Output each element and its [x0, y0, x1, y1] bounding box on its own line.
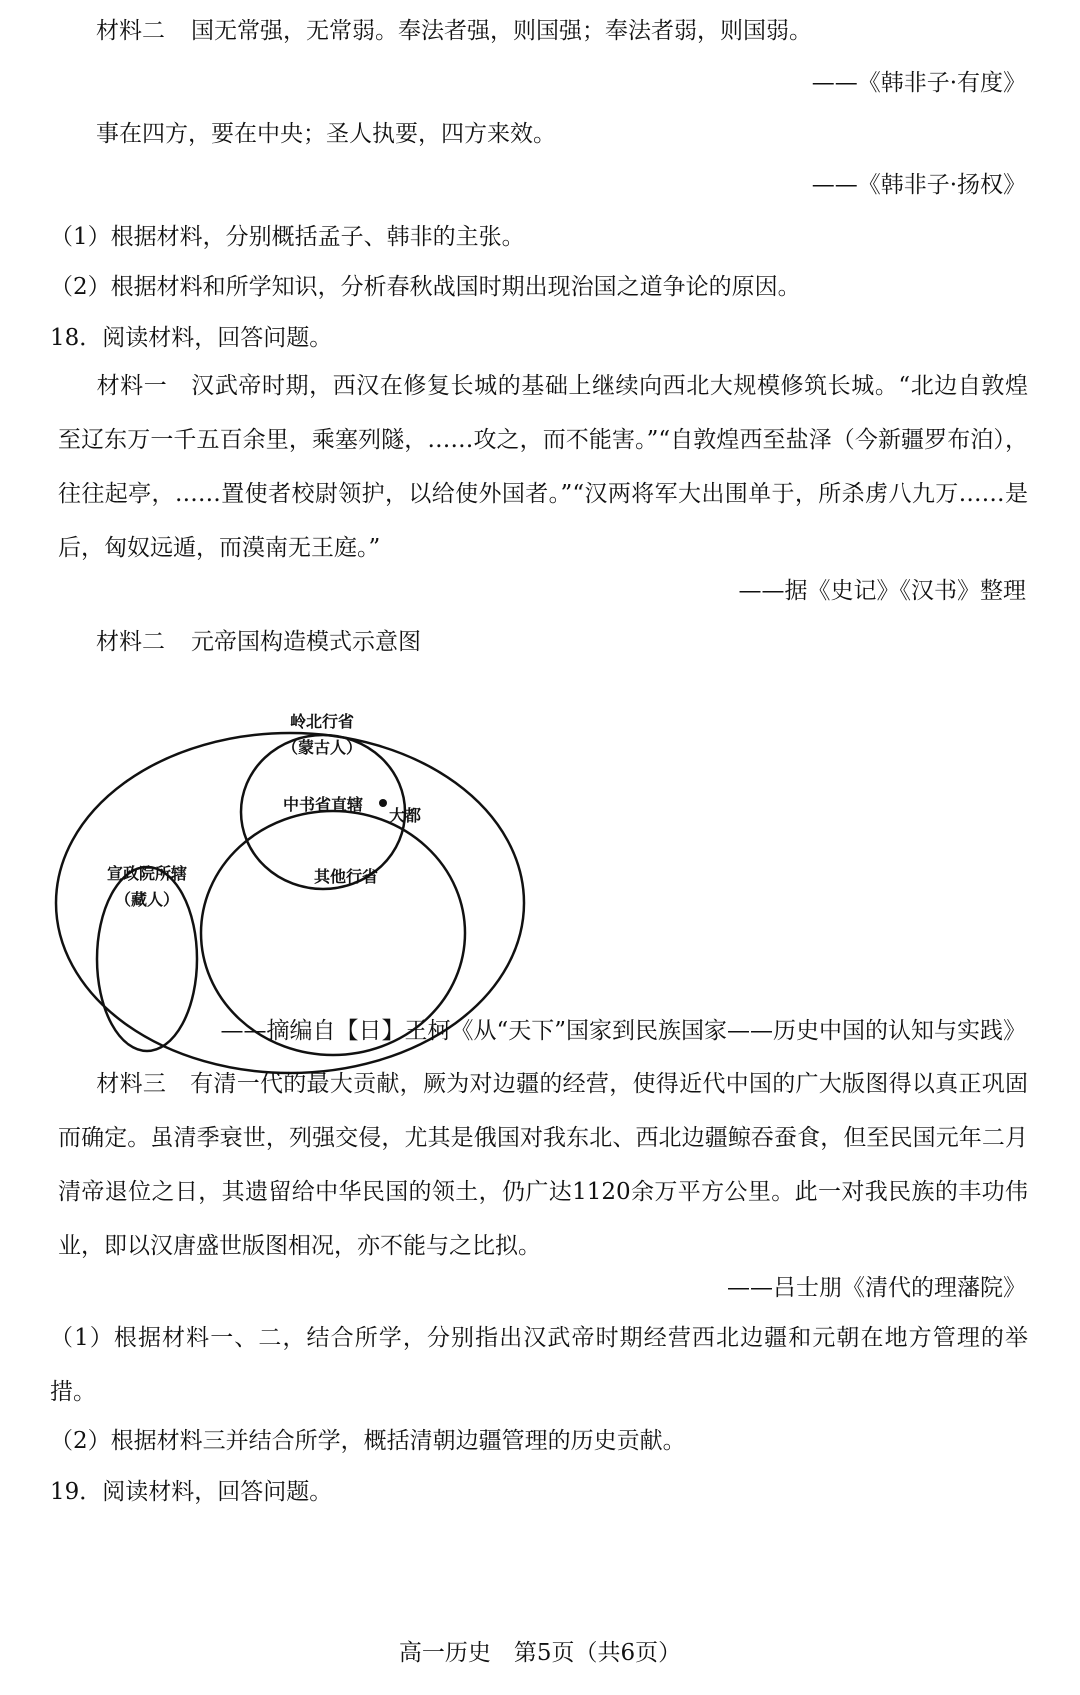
label-central-secretariat: 中书省直辖	[282, 795, 364, 814]
material-label: 材料三	[96, 1071, 167, 1097]
label-tibetans: （藏人）	[114, 890, 180, 909]
q18-material1	[58, 359, 1028, 575]
source-wangke: ——摘编自【日】王柯《从“天下”国家到民族国家——历史中国的认知与实践》	[220, 1018, 1026, 1044]
material-text: 汉武帝时期，西汉在修复长城的基础上继续向西北大规模修筑长城。“北边自敦煌至辽东万一千五百余里，乘塞列隧，……攻之，而不能害。”“自敦煌西至盐泽（今新疆罗布泊），往往起亭，……置使者校尉领护，以给使外国者。”“汉两将军大出围单于，所杀虏八九万……是后，匈奴远遁，而漠南无王庭。”	[58, 373, 1028, 561]
label-mongols: （蒙古人）	[281, 738, 363, 757]
source-shiji-hanshu: ——据《史记》《汉书》整理	[738, 578, 1026, 604]
q19-heading: 19．阅读材料，回答问题。	[50, 1479, 333, 1505]
material2-text-2: 事在四方，要在中央；圣人执要，四方来效。	[96, 121, 556, 147]
q18-material3	[58, 1057, 1028, 1273]
source-youdu: ——《韩非子·有度》	[811, 70, 1026, 96]
material-label: 材料二	[96, 629, 165, 655]
material2-text-1	[96, 16, 812, 46]
source-yangquan: ——《韩非子·扬权》	[811, 172, 1026, 198]
q18-sub2: （2）根据材料三并结合所学，概括清朝边疆管理的历史贡献。	[50, 1428, 686, 1454]
material-label: 材料一	[96, 373, 168, 399]
page-footer: 高一历史 第5页（共6页）	[398, 1640, 682, 1666]
source-lvshipeng: ——吕士朋《清代的理藩院》	[727, 1275, 1026, 1301]
diagram-title: 元帝国构造模式示意图	[191, 629, 421, 655]
label-lingbei-text: 岭北行省	[289, 712, 355, 731]
label-other-provinces: 其他行省	[313, 867, 379, 886]
q18-sub1: （1）根据材料一、二，结合所学，分别指出汉武帝时期经营西北边疆和元朝在地方管理的举措。	[50, 1325, 1028, 1405]
q18-heading: 18．阅读材料，回答问题。	[50, 325, 333, 351]
q18-material2-title	[96, 627, 421, 657]
material-quote: 国无常强，无常弱。奉法者强，则国强；奉法者弱，则国弱。	[191, 18, 812, 44]
material-text: 有清一代的最大贡献，厥为对边疆的经营，使得近代中国的广大版图得以真正巩固而确定。虽清季衰世，列强交侵，尤其是俄国对我东北、西北边疆鲸吞蚕食，但至民国元年二月清帝退位之日，其遗留给中华民国的领土，仍广达1120余万平方公里。此一对我民族的丰功伟业，即以汉唐盛世版图相况，亦不能与之比拟。	[58, 1071, 1029, 1259]
q17-sub1: （1）根据材料，分别概括孟子、韩非的主张。	[50, 224, 525, 250]
material-label: 材料二	[96, 18, 165, 44]
label-xuanzheng: 宣政院所辖	[106, 864, 188, 883]
label-dadu: 大都	[388, 806, 422, 825]
q17-sub2: （2）根据材料和所学知识，分析春秋战国时期出现治国之道争论的原因。	[50, 274, 801, 300]
